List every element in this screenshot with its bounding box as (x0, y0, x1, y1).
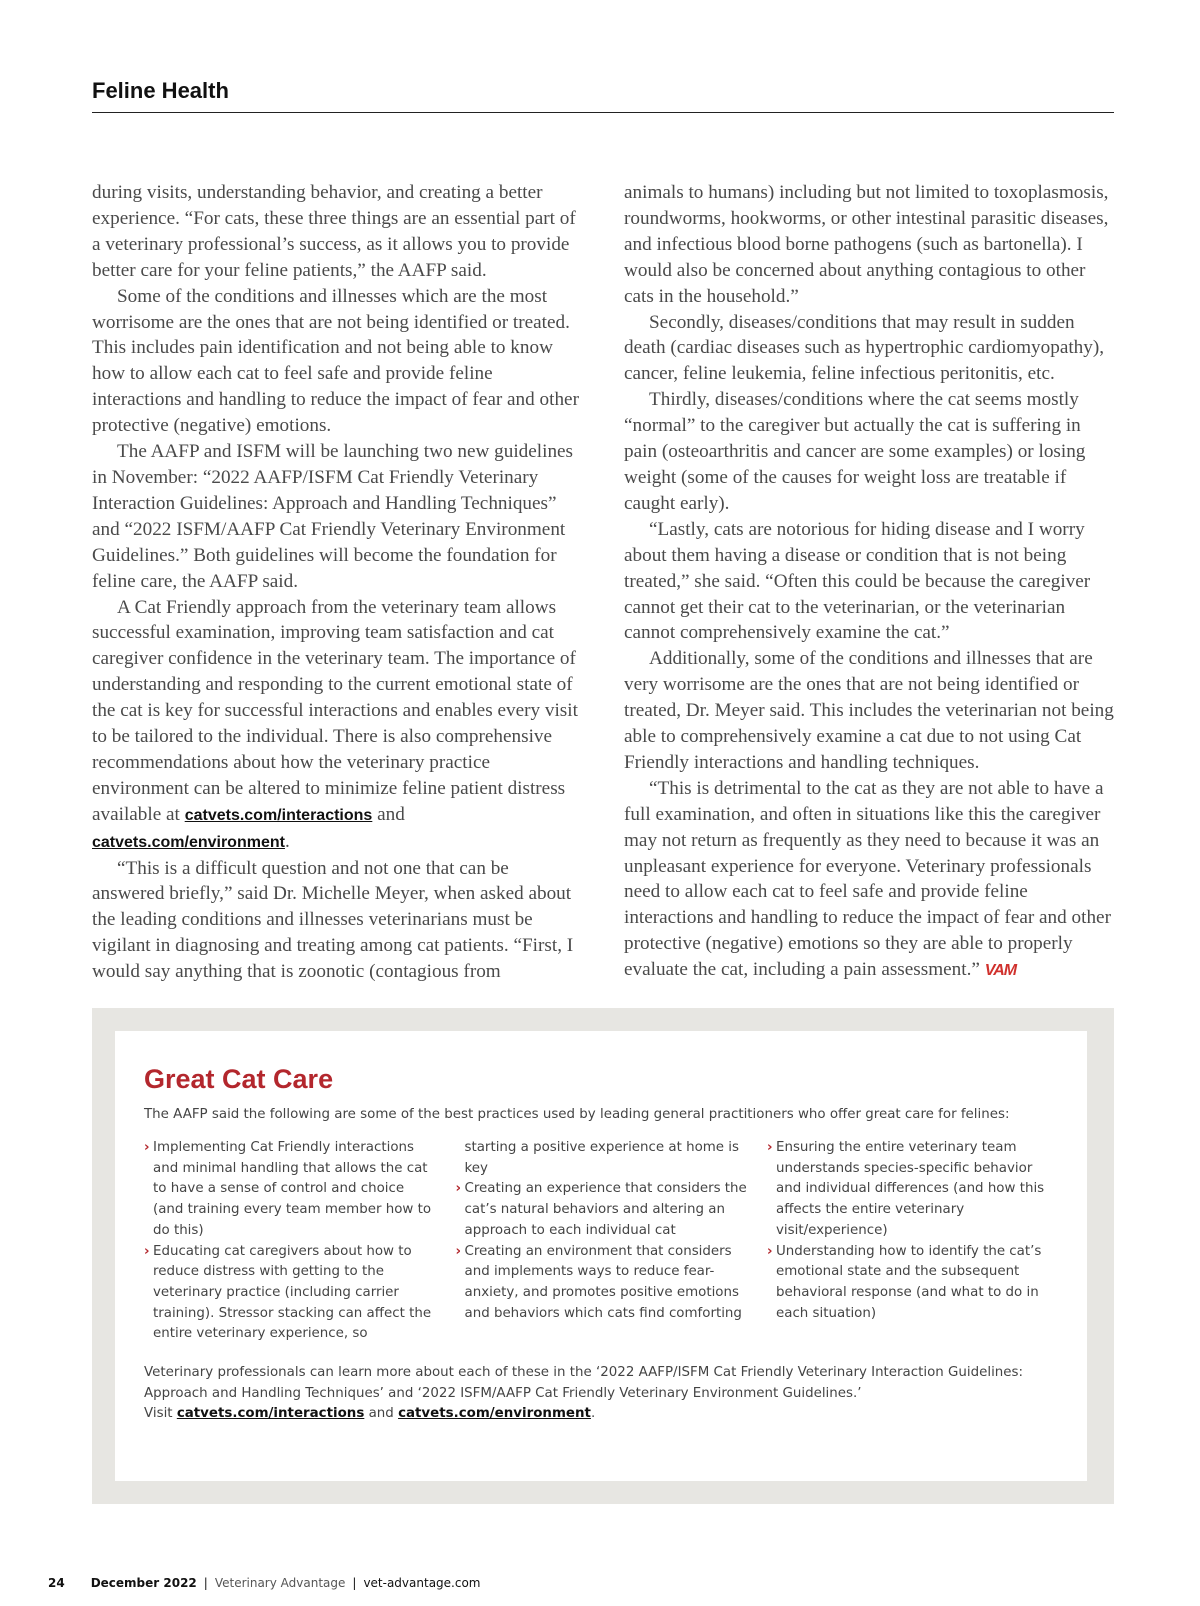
sidebar-intro: The AAFP said the following are some of the best practices used by leading general practitioners who offer great care for felines: (144, 1107, 1010, 1122)
article-paragraph (624, 776, 1114, 984)
link-period: . (284, 830, 290, 852)
article-paragraph: during visits, understanding behavior, and creating a better experience. “For cats, these three things are an essential part of a veterinary professional’s success, as it allows you to provide better care for your feline patients,” the AAFP said. (92, 182, 576, 281)
article-left-column (92, 180, 582, 985)
list-item (767, 1242, 1059, 1325)
page-number: 24 (48, 1576, 65, 1590)
article-paragraph: Some of the conditions and illnesses which are the most worrisome are the ones that are not being identified or treated. This includes pain identification and not being able to know how to allow each cat to feel safe and provide feline interactions and handling to reduce the impact of fear and other protective (negative) emotions. (92, 285, 579, 437)
issue-date: December 2022 (90, 1576, 197, 1590)
bullet-column-3 (767, 1138, 1059, 1345)
sidebar-panel (115, 1031, 1087, 1481)
article-paragraph: “This is a difficult question and not one that can be answered briefly,” said Dr. Michelle Meyer, when asked about the leading conditions and illnesses veterinarians must be vigilant in diagnosing and treating among cat patients. “First, I would say anything that is zoonotic (contagious from (92, 857, 574, 983)
link-joiner: and (368, 1406, 394, 1422)
visit-label: Visit (144, 1406, 173, 1422)
list-item-text: Creating an environment that considers and implements ways to reduce fear-anxiety, and promotes positive emotions and behaviors which cats find comforting (464, 1243, 742, 1321)
vam-end-logo: VAM (984, 962, 1017, 980)
publication-name: Veterinary Advantage (214, 1576, 346, 1590)
bullet-columns (144, 1138, 1059, 1345)
chevron-right-icon: › (767, 1140, 773, 1155)
link-period: . (590, 1406, 596, 1422)
list-item (144, 1138, 436, 1242)
list-item-text: Creating an experience that considers the cat’s natural behaviors and altering an approach to each individual cat (464, 1181, 747, 1238)
interactions-link[interactable]: catvets.com/interactions (184, 806, 373, 824)
article-paragraph: Additionally, some of the conditions and illnesses that are very worrisome are the ones that are not being identified or treated, Dr. Meyer said. This includes the veterinarian not being able to comprehensively examine a cat due to not using Cat Friendly interactions and handling techniques. (624, 648, 1114, 773)
article-paragraph-text: “This is detrimental to the cat as they are not able to have a full examination, and often in situations like this the caregiver may not return as frequently as they need to because it was an unpleasant experience for everyone. Veterinary professionals need to allow each cat to feel safe and provide feline interactions and handling to reduce the impact of fear and other protective (negative) emotions so they are able to properly evaluate the cat, including a pain assessment.” (624, 777, 1111, 981)
article-paragraph: animals to humans) including but not limited to toxoplasmosis, roundworms, hookworms, or other intestinal parasitic diseases, and infectious blood borne pathogens (such as bartonella). I would also be concerned about anything contagious to other cats in the household.” (624, 182, 1109, 307)
publication-url: vet-advantage.com (363, 1576, 481, 1590)
list-item (456, 1242, 748, 1325)
list-item (456, 1179, 748, 1241)
chevron-right-icon: › (767, 1243, 773, 1259)
footer-separator: | (352, 1576, 357, 1590)
list-item (144, 1242, 436, 1346)
chevron-right-icon: › (455, 1181, 462, 1197)
article-paragraph: Thirdly, diseases/conditions where the cat seems mostly “normal” to the caregiver but actually the cat is suffering in pain (osteoarthritis and cancer are some examples) or losing weight (some of the causes for weight loss are treatable if caught early). (624, 389, 1086, 514)
article-body (92, 180, 1114, 985)
list-item-text: Ensuring the entire veterinary team understands species-specific behavior and individual differences (and how this affects the entire veterinary visit/experience) (776, 1140, 1045, 1238)
article-paragraph: “Lastly, cats are notorious for hiding disease and I worry about them having a disease or condition that is not being treated,” she said. “Often this could be because the caregiver cannot get their cat to the veterinarian, or the veterinarian cannot comprehensively examine the cat.” (624, 518, 1091, 644)
chevron-right-icon: › (144, 1243, 150, 1259)
footer-separator: | (203, 1576, 208, 1590)
article-paragraph (92, 595, 582, 856)
sidebar-footer-note (144, 1363, 1059, 1425)
article-paragraph: Secondly, diseases/conditions that may result in sudden death (cardiac diseases such as hypertrophic cardiomyopathy), cancer, feline leukemia, feline infectious peritonitis, etc. (624, 311, 1105, 385)
sidebar-environment-link[interactable]: catvets.com/environment (398, 1406, 591, 1422)
page-footer (48, 1576, 481, 1590)
sidebar-interactions-link[interactable]: catvets.com/interactions (176, 1406, 365, 1422)
article-paragraph: The AAFP and ISFM will be launching two new guidelines in November: “2022 AAFP/ISFM Cat Friendly Veterinary Interaction Guidelines: Approach and Handling Techniques” and “2022 ISFM/AAFP Cat Friendly Veterinary Environment Guidelines.” Both guidelines will become the foundation for feline care, the AAFP said. (92, 441, 574, 592)
sidebar-box (92, 1008, 1114, 1504)
chevron-right-icon: › (144, 1140, 150, 1155)
list-item-text: Understanding how to identify the cat’s emotional state and the subsequent behavioral response (and what to do in each situation) (776, 1243, 1042, 1321)
sidebar-footer-text: Veterinary professionals can learn more about each of these in the ‘2022 AAFP/ISFM Cat Friendly Veterinary Interaction Guidelines: Approach and Handling Techniques’ and ‘2022 ISFM/AAFP Cat Friendly Veterinary Environment Guidelines.’ (144, 1365, 1024, 1401)
article-paragraph-text: A Cat Friendly approach from the veterinary team allows successful examination, improving team satisfaction and cat caregiver confidence in the veterinary team. The importance of understanding and responding to the current emotional state of the cat is key for successful interactions and enables every visit to be tailored to the individual. There is also comprehensive recommendations about how the veterinary practice environment can be altered to minimize feline patient distress available at (92, 596, 578, 825)
article-right-column (624, 180, 1114, 985)
bullet-column-2 (456, 1138, 748, 1345)
list-item (767, 1138, 1059, 1242)
link-joiner: and (377, 803, 405, 825)
list-item-continuation: starting a positive experience at home is key (464, 1140, 739, 1176)
list-item-text: Educating cat caregivers about how to reduce distress with getting to the veterinary practice (including carrier training). Stressor stacking can affect the entire veterinary experience, so (153, 1243, 432, 1342)
chevron-right-icon: › (455, 1243, 462, 1259)
sidebar-title: Great Cat Care (144, 1064, 334, 1094)
section-title: Feline Health (92, 78, 1114, 113)
environment-link[interactable]: catvets.com/environment (92, 833, 285, 851)
bullet-column-1 (144, 1138, 436, 1345)
list-item-text: Implementing Cat Friendly interactions and minimal handling that allows the cat to have a sense of control and choice (and training every team member how to do this) (153, 1140, 432, 1238)
